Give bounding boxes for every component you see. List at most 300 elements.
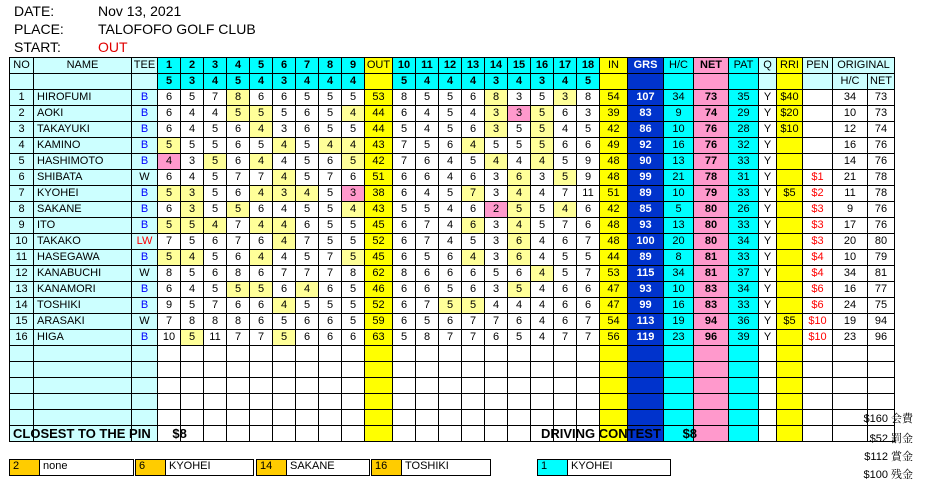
hole-score: 5 xyxy=(439,282,462,298)
hole-score: 4 xyxy=(273,250,296,266)
column-header: 5 xyxy=(250,58,273,74)
hole-score: 5 xyxy=(319,234,342,250)
gross-score: 89 xyxy=(628,186,664,202)
hole-score: 3 xyxy=(485,122,508,138)
player-no: 7 xyxy=(10,186,34,202)
hole-score: 6 xyxy=(508,266,531,282)
hole-score xyxy=(508,394,531,410)
net-score xyxy=(694,362,729,378)
hole-score: 5 xyxy=(531,122,554,138)
original-net: 76 xyxy=(868,138,895,154)
column-header: NAME xyxy=(34,58,132,74)
start-value: OUT xyxy=(98,39,128,55)
hole-score: 5 xyxy=(273,330,296,346)
hole-score: 6 xyxy=(416,170,439,186)
hole-score xyxy=(531,394,554,410)
hole-score xyxy=(393,410,416,426)
player-no: 15 xyxy=(10,314,34,330)
in-total xyxy=(600,378,628,394)
hole-score: 5 xyxy=(508,138,531,154)
hole-score xyxy=(319,346,342,362)
hole-score xyxy=(416,378,439,394)
hole-score: 10 xyxy=(158,330,181,346)
hole-score xyxy=(319,394,342,410)
hole-score: 7 xyxy=(227,218,250,234)
column-header: GRS xyxy=(628,58,664,74)
par-blank xyxy=(759,74,777,90)
hole-score xyxy=(508,362,531,378)
player-tee: B xyxy=(132,298,158,314)
original-net: 78 xyxy=(868,170,895,186)
date-label: DATE: xyxy=(14,3,55,19)
hole-score xyxy=(273,410,296,426)
hole-score: 4 xyxy=(181,170,204,186)
gross-score: 93 xyxy=(628,282,664,298)
hole-score: 4 xyxy=(319,138,342,154)
hole-score: 11 xyxy=(204,330,227,346)
hole-score: 5 xyxy=(204,282,227,298)
player-name xyxy=(34,426,132,442)
penalty xyxy=(803,426,833,442)
hole-score: 5 xyxy=(577,250,600,266)
qualified: Y xyxy=(759,106,777,122)
hole-score: 6 xyxy=(393,234,416,250)
column-header: NET xyxy=(694,58,729,74)
player-row xyxy=(10,266,895,282)
player-tee: W xyxy=(132,314,158,330)
hole-score xyxy=(181,362,204,378)
hole-score: 5 xyxy=(204,250,227,266)
hole-score: 6 xyxy=(227,250,250,266)
penalty: $6 xyxy=(803,282,833,298)
hole-score xyxy=(250,394,273,410)
hole-score: 7 xyxy=(273,266,296,282)
player-no: 5 xyxy=(10,154,34,170)
hole-score: 5 xyxy=(158,250,181,266)
rri-prize xyxy=(777,362,803,378)
rri-prize xyxy=(777,170,803,186)
hole-score: 5 xyxy=(554,266,577,282)
player-no: 4 xyxy=(10,138,34,154)
column-header: ORIGINAL xyxy=(833,58,895,74)
hole-score xyxy=(296,394,319,410)
handicap: 10 xyxy=(664,122,694,138)
hole-score xyxy=(250,426,273,442)
money-line: $112 賞金 xyxy=(864,451,913,463)
hole-score: 5 xyxy=(158,218,181,234)
hole-score: 4 xyxy=(439,218,462,234)
player-name xyxy=(34,394,132,410)
hole-score: 7 xyxy=(204,298,227,314)
hole-score: 4 xyxy=(439,234,462,250)
qualified: Y xyxy=(759,330,777,346)
in-total xyxy=(600,394,628,410)
handicap: 21 xyxy=(664,170,694,186)
original-hc: 16 xyxy=(833,282,868,298)
hole-score xyxy=(462,426,485,442)
original-hc: 17 xyxy=(833,218,868,234)
player-tee: B xyxy=(132,122,158,138)
hole-score xyxy=(181,346,204,362)
par-cell: 4 xyxy=(319,74,342,90)
hole-score xyxy=(250,362,273,378)
penalty: $4 xyxy=(803,250,833,266)
original-hc: 24 xyxy=(833,298,868,314)
player-tee: B xyxy=(132,218,158,234)
closest-label: CLOSEST TO THE PIN xyxy=(13,426,151,441)
hole-score: 5 xyxy=(204,154,227,170)
hole-score xyxy=(273,426,296,442)
column-header: 9 xyxy=(342,58,365,74)
out-total: 38 xyxy=(365,186,393,202)
hole-score: 6 xyxy=(462,218,485,234)
gross-score: 83 xyxy=(628,106,664,122)
money-line: $52 罰金 xyxy=(869,433,913,445)
hole-score xyxy=(158,378,181,394)
hole-score: 3 xyxy=(508,90,531,106)
penalty: $10 xyxy=(803,314,833,330)
column-header: 3 xyxy=(204,58,227,74)
hole-score: 4 xyxy=(531,314,554,330)
qualified: Y xyxy=(759,314,777,330)
hole-score: 7 xyxy=(462,314,485,330)
hole-score: 6 xyxy=(227,154,250,170)
hole-score: 7 xyxy=(577,314,600,330)
hole-score: 6 xyxy=(158,282,181,298)
player-name xyxy=(34,362,132,378)
original-net: 76 xyxy=(868,202,895,218)
original-net: 81 xyxy=(868,266,895,282)
hole-score xyxy=(485,346,508,362)
hole-score: 6 xyxy=(554,298,577,314)
hole-score: 6 xyxy=(273,90,296,106)
original-sub-header: NET xyxy=(868,74,895,90)
column-header: 8 xyxy=(319,58,342,74)
putts: 39 xyxy=(729,330,759,346)
hole-score: 3 xyxy=(485,234,508,250)
hole-score: 7 xyxy=(227,330,250,346)
hole-score: 4 xyxy=(416,106,439,122)
net-score: 77 xyxy=(694,154,729,170)
hole-score xyxy=(462,346,485,362)
hole-score xyxy=(342,394,365,410)
hole-score: 5 xyxy=(296,202,319,218)
hole-score: 3 xyxy=(485,218,508,234)
player-name: HIGA xyxy=(34,330,132,346)
gross-score: 99 xyxy=(628,298,664,314)
hole-score: 4 xyxy=(250,250,273,266)
par-cell: 5 xyxy=(393,74,416,90)
hole-score xyxy=(342,426,365,442)
original-net: 96 xyxy=(868,330,895,346)
net-score: 83 xyxy=(694,282,729,298)
player-tee xyxy=(132,378,158,394)
out-total xyxy=(365,378,393,394)
player-tee xyxy=(132,362,158,378)
hole-score: 5 xyxy=(158,186,181,202)
putts xyxy=(729,394,759,410)
hole-score: 6 xyxy=(554,282,577,298)
hole-score: 7 xyxy=(250,330,273,346)
hole-score xyxy=(204,378,227,394)
hole-score: 4 xyxy=(342,106,365,122)
hole-score: 6 xyxy=(393,106,416,122)
player-name: KANABUCHI xyxy=(34,266,132,282)
hole-score xyxy=(204,346,227,362)
par-cell: 4 xyxy=(296,74,319,90)
penalty xyxy=(803,122,833,138)
in-total: 39 xyxy=(600,106,628,122)
column-header: 16 xyxy=(531,58,554,74)
out-total: 62 xyxy=(365,266,393,282)
hole-score: 6 xyxy=(462,282,485,298)
hole-score: 4 xyxy=(462,138,485,154)
hole-score xyxy=(393,378,416,394)
report-header xyxy=(14,2,256,56)
hole-score: 7 xyxy=(393,154,416,170)
hole-score: 4 xyxy=(439,154,462,170)
hole-score xyxy=(158,394,181,410)
qualified xyxy=(759,378,777,394)
hole-score: 4 xyxy=(273,298,296,314)
original-hc: 12 xyxy=(833,122,868,138)
rri-prize xyxy=(777,154,803,170)
hole-score: 7 xyxy=(319,170,342,186)
hole-score: 6 xyxy=(296,218,319,234)
player-row xyxy=(10,202,895,218)
hole-score xyxy=(342,410,365,426)
original-net: 73 xyxy=(868,90,895,106)
hole-score: 7 xyxy=(416,234,439,250)
hole-score: 7 xyxy=(577,330,600,346)
hole-score: 3 xyxy=(554,90,577,106)
hole-score: 3 xyxy=(181,186,204,202)
hole-score: 4 xyxy=(158,154,181,170)
hole-score: 4 xyxy=(508,154,531,170)
hole-score: 4 xyxy=(296,282,319,298)
hole-score xyxy=(342,346,365,362)
net-score: 79 xyxy=(694,186,729,202)
putts: 35 xyxy=(729,90,759,106)
rri-prize xyxy=(777,378,803,394)
hole-score: 5 xyxy=(204,122,227,138)
in-total: 42 xyxy=(600,122,628,138)
par-row xyxy=(10,74,895,90)
out-total: 43 xyxy=(365,138,393,154)
par-blank xyxy=(664,74,694,90)
hole-score xyxy=(577,378,600,394)
player-tee: W xyxy=(132,170,158,186)
player-tee xyxy=(132,346,158,362)
hole-score: 5 xyxy=(416,250,439,266)
driving-entry: 1 KYOHEI xyxy=(537,459,671,476)
hole-score: 5 xyxy=(508,330,531,346)
hole-score xyxy=(485,362,508,378)
player-no xyxy=(10,362,34,378)
player-row xyxy=(10,330,895,346)
hole-score: 3 xyxy=(485,250,508,266)
in-total: 42 xyxy=(600,202,628,218)
penalty: $2 xyxy=(803,186,833,202)
player-row xyxy=(10,394,895,410)
net-score: 80 xyxy=(694,218,729,234)
hole-score: 4 xyxy=(273,218,296,234)
hole-score: 4 xyxy=(273,154,296,170)
putts: 32 xyxy=(729,138,759,154)
hole-score xyxy=(531,410,554,426)
hole-score xyxy=(227,346,250,362)
hole-score xyxy=(485,394,508,410)
hole-score: 5 xyxy=(250,282,273,298)
hole-score: 5 xyxy=(462,154,485,170)
putts: 37 xyxy=(729,266,759,282)
hole-score: 6 xyxy=(250,298,273,314)
par-blank xyxy=(600,74,628,90)
hole-score: 4 xyxy=(485,298,508,314)
hole-score: 11 xyxy=(577,186,600,202)
player-name: KYOHEI xyxy=(34,186,132,202)
start-label: START: xyxy=(14,39,61,55)
player-name: TOSHIKI xyxy=(34,298,132,314)
hole-score: 6 xyxy=(416,154,439,170)
original-sub-header: H/C xyxy=(833,74,868,90)
par-cell: 3 xyxy=(485,74,508,90)
hole-score: 7 xyxy=(158,234,181,250)
hole-score: 6 xyxy=(250,234,273,250)
hole-score xyxy=(577,346,600,362)
qualified: Y xyxy=(759,154,777,170)
player-name xyxy=(34,410,132,426)
hole-score xyxy=(439,410,462,426)
hole-score xyxy=(531,362,554,378)
hole-score: 6 xyxy=(577,282,600,298)
hole-score xyxy=(485,426,508,442)
hole-score: 6 xyxy=(577,138,600,154)
date-value: Nov 13, 2021 xyxy=(98,3,182,19)
player-no: 13 xyxy=(10,282,34,298)
column-header: PEN xyxy=(803,58,833,74)
player-name: AOKI xyxy=(34,106,132,122)
player-row xyxy=(10,218,895,234)
hole-score: 6 xyxy=(462,122,485,138)
hole-score xyxy=(342,362,365,378)
hole-score: 9 xyxy=(577,154,600,170)
hole-score: 5 xyxy=(416,138,439,154)
hole-score: 7 xyxy=(554,330,577,346)
putts: 26 xyxy=(729,202,759,218)
player-no: 10 xyxy=(10,234,34,250)
hole-score xyxy=(554,426,577,442)
hole-score: 6 xyxy=(554,138,577,154)
putts: 29 xyxy=(729,106,759,122)
putts xyxy=(729,426,759,442)
hole-score: 6 xyxy=(250,90,273,106)
original-net: 77 xyxy=(868,282,895,298)
hole-score: 5 xyxy=(531,106,554,122)
hole-score xyxy=(296,346,319,362)
player-name xyxy=(34,346,132,362)
hole-score xyxy=(531,426,554,442)
hole-score: 5 xyxy=(250,138,273,154)
rri-prize xyxy=(777,138,803,154)
player-no: 9 xyxy=(10,218,34,234)
player-name xyxy=(34,378,132,394)
out-total xyxy=(365,410,393,426)
hole-score xyxy=(577,426,600,442)
hole-score: 5 xyxy=(531,90,554,106)
column-header: IN xyxy=(600,58,628,74)
handicap xyxy=(664,410,694,426)
putts: 28 xyxy=(729,122,759,138)
rri-prize xyxy=(777,218,803,234)
out-total: 51 xyxy=(365,170,393,186)
hole-score: 7 xyxy=(250,170,273,186)
hole-score xyxy=(227,394,250,410)
hole-score: 5 xyxy=(439,106,462,122)
in-total: 47 xyxy=(600,282,628,298)
qualified: Y xyxy=(759,266,777,282)
hole-score: 5 xyxy=(319,106,342,122)
handicap: 10 xyxy=(664,186,694,202)
hole-score: 4 xyxy=(250,154,273,170)
hole-score: 7 xyxy=(577,266,600,282)
hole-score: 8 xyxy=(393,90,416,106)
hole-score: 5 xyxy=(393,202,416,218)
hole-score: 5 xyxy=(319,202,342,218)
hole-score: 4 xyxy=(181,250,204,266)
penalty xyxy=(803,90,833,106)
column-header: 7 xyxy=(296,58,319,74)
closest-entry: 2 none xyxy=(9,459,134,476)
qualified: Y xyxy=(759,298,777,314)
original-hc xyxy=(833,410,868,426)
hole-score: 6 xyxy=(250,266,273,282)
original-hc: 21 xyxy=(833,170,868,186)
hole-score xyxy=(485,378,508,394)
column-header: 17 xyxy=(554,58,577,74)
hole-score: 4 xyxy=(531,186,554,202)
hole-score: 5 xyxy=(204,202,227,218)
player-row xyxy=(10,106,895,122)
par-blank xyxy=(628,74,664,90)
hole-score: 6 xyxy=(416,282,439,298)
hole-score xyxy=(508,378,531,394)
hole-score: 5 xyxy=(439,298,462,314)
hole-score xyxy=(439,378,462,394)
hole-score: 6 xyxy=(439,314,462,330)
hole-score: 5 xyxy=(319,90,342,106)
out-total: 59 xyxy=(365,314,393,330)
hole-score: 5 xyxy=(319,218,342,234)
out-total: 52 xyxy=(365,234,393,250)
player-tee: B xyxy=(132,90,158,106)
player-tee: B xyxy=(132,154,158,170)
par-cell: 4 xyxy=(439,74,462,90)
hole-score: 6 xyxy=(577,218,600,234)
hole-score: 7 xyxy=(554,218,577,234)
hole-score: 3 xyxy=(531,170,554,186)
par-cell: 3 xyxy=(181,74,204,90)
original-net: 78 xyxy=(868,186,895,202)
hole-score: 5 xyxy=(462,298,485,314)
hole-score: 7 xyxy=(319,250,342,266)
driving-amount: $8 xyxy=(682,426,698,441)
column-header: 6 xyxy=(273,58,296,74)
penalty xyxy=(803,362,833,378)
hole-score xyxy=(439,346,462,362)
hole-score xyxy=(273,346,296,362)
player-row xyxy=(10,282,895,298)
